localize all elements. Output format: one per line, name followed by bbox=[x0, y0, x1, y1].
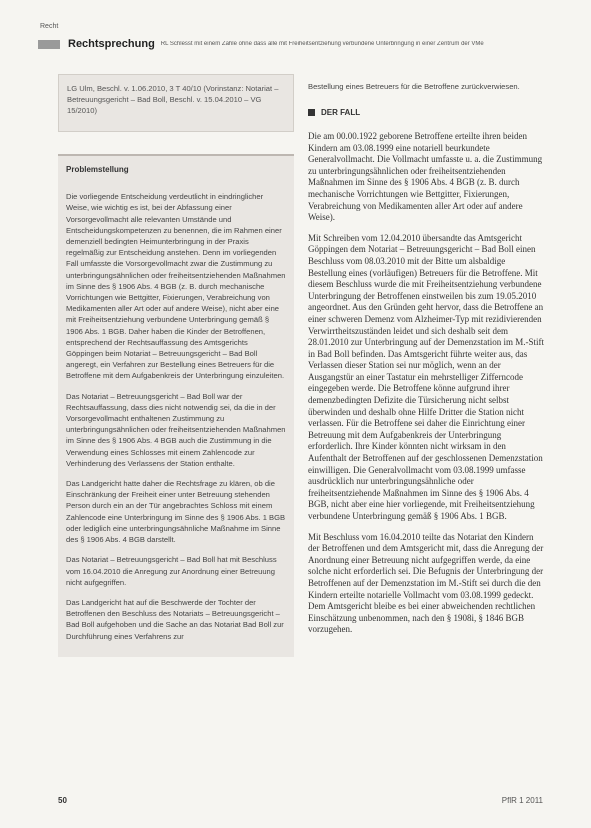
page-number: 50 bbox=[58, 796, 67, 805]
right-column bbox=[308, 81, 544, 645]
paragraph: Das Landgericht hatte daher die Rechtsfrage zu klären, ob die Einschränkung der Freiheit einer unter Betreuung stehenden Person durch ein an der Tür angebrachtes Schloss mit einem Zahlencode eine Unterbringung im Sinne des § 1906 Abs. 1 BGB oder lediglich eine unterbringungsähnliche Maßnahme im Sinne des § 1906 Abs. 4 BGB darstellt. bbox=[66, 479, 286, 545]
paragraph: Die am 00.00.1922 geborene Betroffene erteilte ihren beiden Kindern am 03.08.1999 eine notariell beurkundete Generalvollmacht. Die Vollmacht umfasste u. a. die Zustimmung zu unterbringungsähnlichen oder freiheitsentziehenden Maßnahmen im Sinne des § 1906 Abs. 4 BGB (z. B. durch mechanische Vorrichtungen wie Bettgitter, Fixierungen, Verabreichung von Medikamenten aller Art oder auf andere Weise). bbox=[308, 131, 543, 223]
paragraph: Das Landgericht hat auf die Beschwerde der Tochter der Betroffenen den Beschluss des Notariats – Betreuungsgericht – Bad Boll aufgehoben und die Sache an das Notariat Bad Boll zur Durchführung eines Verfahrens zur bbox=[66, 597, 284, 641]
case-heading-label: DER FALL bbox=[321, 108, 361, 117]
problem-title: Problemstellung bbox=[66, 165, 129, 174]
paragraph: Das Notariat – Betreuungsgericht – Bad Boll war der Rechtsauffassung, dass dies nicht notwendig sei, da die in der Vorsorgevollmacht enthaltenen Zustimmung zu unterbringungsähnlichen oder freiheitsentziehenden Maßnahmen im Sinne des § 1906 Abs. 4 BGB auch die Zustimmung in die Verwendung eines Schlosses mit einem Zahlencode zur Verhinderung des Verlassens der Station enthalte. bbox=[66, 391, 286, 468]
paragraph: Mit Schreiben vom 12.04.2010 übersandte das Amtsgericht Göppingen dem Notariat – Betreuungsgericht – Bad Boll einen Beschluss vom 08.03.2010 mit der Bitte um alsbaldige Bestellung eines (vorläufigen) Betreuers für die Betroffene. Mit diesem Beschluss wurde die mit Freiheitsentziehung verbundene Unterbringung der Betroffenen einstweilen bis zum 19.05.2010 angeordnet. Aus den Gründen geht hervor, dass die Betroffene an einer schweren Demenz vom Alzheimer-Typ mit rezidivierenden Verwirrtheitszuständen leidet und sich deshalb seit dem 28.01.2010 zur Unterbringung auf der Demenzstation im M.-Stift in Bad Boll befinden. Das Amtsgericht führte weiter aus, das Verlassen dieser Station sei nur möglich, wenn an der Ausgangstür an einer Tastatur ein mehrstelliger Zifferncode eingegeben werde. Die Betroffene könne aufgrund ihrer demenzbedingten Defizite die Türsicherung nicht selbst überwinden und deshalb ohne Hilfe Dritter die Station nicht verlassen. Für die Betroffene sei daher die Einrichtung einer Betreuung mit dem Aufgabenkreis der Unterbringung erforderlich. Ihre Kinder könnten nicht wirksam in den Aufenthalt der Betroffenen auf der geschlossenen Demenzstation einwilligen. Die Generalvollmacht vom 03.08.1999 umfasse ausdrücklich nur unterbringungsähnliche oder freiheitsentziehende Maßnahmen im Sinne des § 1906 Abs. 4 BGB, nicht aber eine hier vorliegende, mit Freiheitsentziehung verbundene Unterbringung gemäß § 1906 Abs. 1 BGB. bbox=[308, 232, 544, 521]
section-label: Recht bbox=[40, 23, 59, 30]
header-subtitle: RL Schlesst mit einem Zahle ohne dass alle mit Freiheitsentziehung verbundene Unterbringung in einer Zentrum der VMe bbox=[160, 41, 484, 47]
square-bullet-icon bbox=[308, 109, 315, 116]
continued-text: Bestellung eines Betreuers für die Betroffene zurückverwiesen. bbox=[308, 82, 520, 91]
header-bar bbox=[38, 40, 60, 49]
journal-footer: PflR 1 2011 bbox=[501, 796, 543, 805]
reference-box: LG Ulm, Beschl. v. 1.06.2010, 3 T 40/10 (Vorinstanz: Notariat – Betreuungsgericht – Bad Boll, Beschl. v. 15.04.2010 – VG 15/2010) bbox=[58, 74, 294, 132]
paragraph: Die vorliegende Entscheidung verdeutlicht in eindringlicher Weise, wie wichtig es ist, bei der Abfassung einer Vorsorgevollmacht alle relevanten Umstände und Entscheidungskompetenzen zu benennen, die im Rahmen einer demenziell bedingten Heimunterbringung in der Praxis regelmäßig zur Entscheidung anstehen. Denn im vorliegenden Fall umfasste die Vorsorgevollmacht zwar die Zustimmung zu unterbringungsähnlichen oder freiheitsentziehenden Maßnahmen im Sinne des § 1906 Abs. 4 BGB (z. B. durch mechanische Vorrichtungen wie Bettgitter, Fixierungen, Verabreichung von Medikamenten aller Art oder auf andere Weise), nicht aber eine mit Freiheitsentziehung verbundene Unterbringung gemäß § 1906 Abs. 1 BGB. Daher haben die Kinder der Betroffenen, entsprechend der Rechtsauffassung des Amtsgerichts Göppingen beim Notariat – Betreuungsgericht – Bad Boll angeregt, ein Verfahren zur Bestellung eines Betreuers für die Betroffene mit dem Aufgabenkreis der Unterbringung einzuleiten. bbox=[66, 192, 286, 381]
case-heading bbox=[308, 108, 544, 117]
case-text bbox=[308, 131, 544, 636]
left-column bbox=[58, 74, 294, 657]
problem-box bbox=[58, 154, 294, 657]
paragraph: Mit Beschluss vom 16.04.2010 teilte das Notariat den Kindern der Betroffenen und dem Amtsgericht mit, dass die Anregung der Anordnung einer Betreuung nicht aufgegriffen werde, da eine solche nicht erforderlich sei. Die Befugnis der Unterbringung der Betroffenen auf der Demenzstation im M.-Stift sei durch die den Kindern erteilte notarielle Vollmacht vom 03.08.1999 gedeckt. Dem Amtsgericht bleibe es bei einer abweichenden rechtlichen Einschätzung unbenommen, nach den § 1908i, § 1846 BGB vorzugehen. bbox=[308, 531, 544, 635]
page-header bbox=[38, 37, 558, 51]
paragraph: Das Notariat – Betreuungsgericht – Bad Boll hat mit Beschluss vom 16.04.2010 die Anregung zur Anordnung einer Betreuung nicht aufgegriffen. bbox=[66, 555, 277, 587]
header-title: Rechtsprechung bbox=[68, 38, 155, 50]
